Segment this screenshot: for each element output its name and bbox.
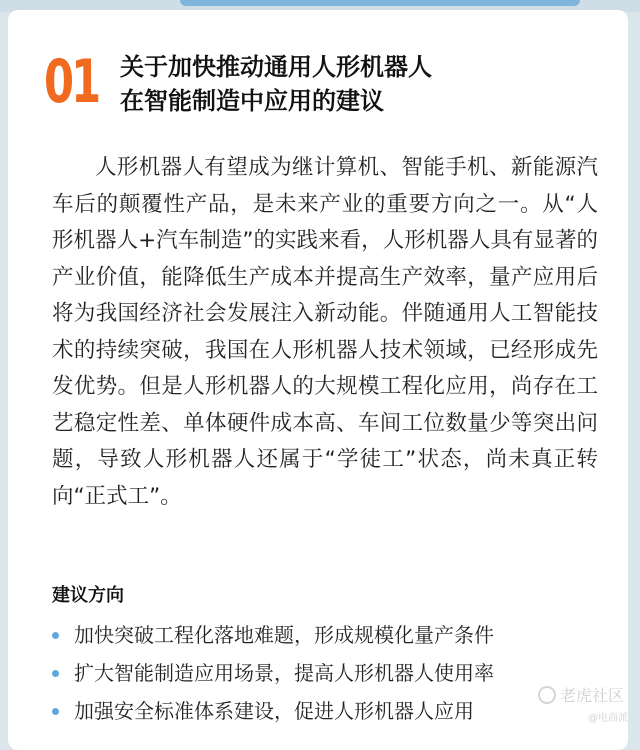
list-item-text: 加强安全标准体系建设，促进人形机器人应用 xyxy=(74,699,474,723)
list-item xyxy=(52,658,612,696)
recommendations-list xyxy=(52,620,612,734)
section-heading-line-2: 在智能制造中应用的建议 xyxy=(120,87,384,115)
top-decoration xyxy=(180,0,580,6)
section-heading xyxy=(120,50,600,118)
list-item xyxy=(52,620,612,658)
list-item-text: 加快突破工程化落地难题，形成规模化量产条件 xyxy=(74,623,494,647)
bullet-dot-icon xyxy=(52,670,59,677)
body-paragraph: 人形机器人有望成为继计算机、智能手机、新能源汽车后的颠覆性产品，是未来产业的重要方向之一。从“人形机器人+汽车制造”的实践来看，人形机器人具有显著的产业价值，能降低生产成本并提高生产效率，量产应用后将为我国经济社会发展注入新动能。伴随通用人工智能技术的持续突破，我国在人形机器人技术领域，已经形成先发优势。但是人形机器人的大规模工程化应用，尚存在工艺稳定性差、单体硬件成本高、车间工位数量少等突出问题，导致人形机器人还属于“学徒工”状态，尚未真正转向“正式工”。 xyxy=(52,155,598,509)
watermark-secondary: @电商派 xyxy=(588,713,628,724)
section-number: 01 xyxy=(44,47,99,117)
watermark-logo-icon xyxy=(538,686,556,704)
watermark xyxy=(538,686,624,706)
list-item xyxy=(52,696,612,734)
watermark-text: 老虎社区 xyxy=(560,686,625,705)
section-heading-line-1: 关于加快推动通用人形机器人 xyxy=(120,53,432,81)
bullet-dot-icon xyxy=(52,708,59,715)
recommendations-title: 建议方向 xyxy=(52,585,124,606)
list-item-text: 扩大智能制造应用场景，提高人形机器人使用率 xyxy=(74,661,494,685)
bullet-dot-icon xyxy=(52,632,59,639)
